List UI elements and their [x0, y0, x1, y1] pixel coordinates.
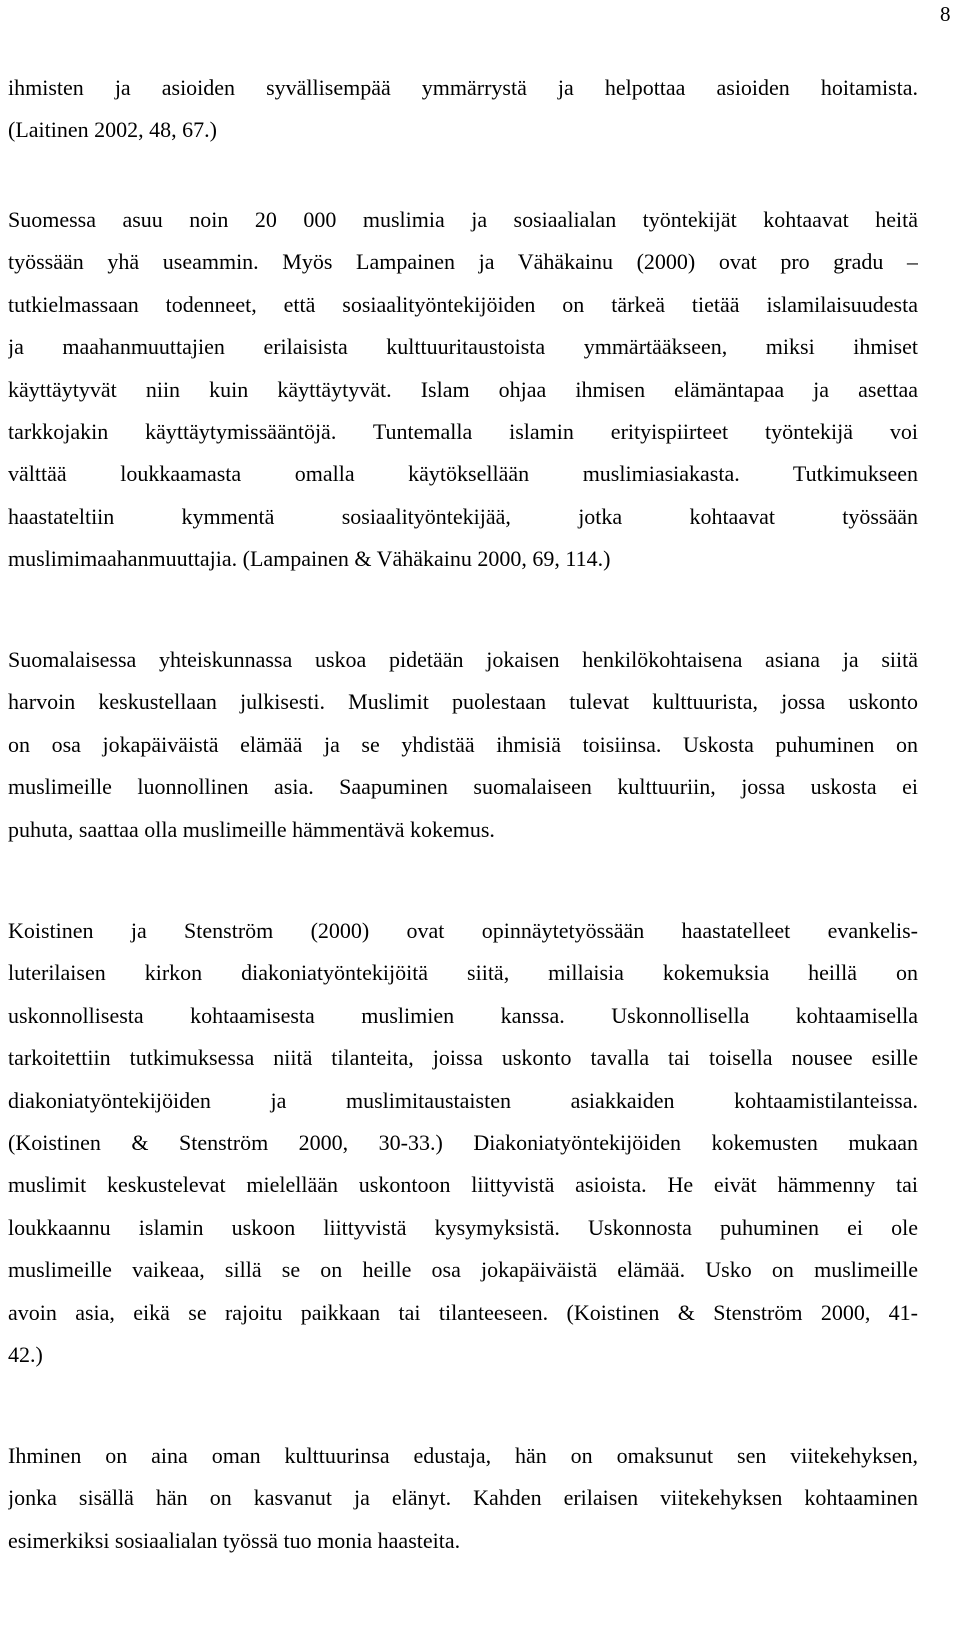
- paragraph-4: [8, 917, 918, 1383]
- paragraph-5: [8, 1442, 918, 1569]
- text-line: diakoniatyöntekijöiden ja muslimitaustaisten asiakkaiden kohtaamistilanteissa.: [8, 1087, 918, 1113]
- text-line: luterilaisen kirkon diakoniatyöntekijöitä siitä, millaisia kokemuksia heillä on: [8, 960, 918, 986]
- text-line: (Koistinen & Stenström 2000, 30-33.) Diakoniatyöntekijöiden kokemusten mukaan: [8, 1129, 918, 1155]
- text-line: esimerkiksi sosiaalialan työssä tuo monia haasteita.: [8, 1527, 461, 1553]
- text-line: muslimit keskustelevat mielellään uskontoon liittyvistä asioista. He eivät hämmenny tai: [8, 1172, 918, 1198]
- text-line: uskonnollisesta kohtaamisesta muslimien kanssa. Uskonnollisella kohtaamisella: [8, 1002, 918, 1028]
- text-line: harvoin keskustellaan julkisesti. Muslimit puolestaan tulevat kulttuurista, jossa uskonto: [8, 689, 918, 715]
- text-line: Suomessa asuu noin 20 000 muslimia ja sosiaalialan työntekijät kohtaavat heitä: [8, 207, 918, 232]
- text-line: (Laitinen 2002, 48, 67.): [8, 117, 217, 143]
- text-line: Suomalaisessa yhteiskunnassa uskoa pidetään jokaisen henkilökohtaisena asiana ja siitä: [8, 647, 918, 672]
- paragraph-2: [8, 206, 918, 588]
- text-line: Koistinen ja Stenström (2000) ovat opinnäytetyössään haastatelleet evankelis-: [8, 918, 918, 943]
- paragraph-3: [8, 646, 918, 858]
- text-line: muslimimaahanmuuttajia. (Lampainen & Vähäkainu 2000, 69, 114.): [8, 546, 611, 572]
- page-number: 8: [940, 2, 951, 26]
- text-line: tarkkojakin käyttäytymissääntöjä. Tuntemalla islamin erityispiirteet työntekijä voi: [8, 418, 918, 444]
- text-line: välttää loukkaamasta omalla käytöksellään muslimiasiakasta. Tutkimukseen: [8, 461, 918, 487]
- text-line: haastateltiin kymmentä sosiaalityöntekijää, jotka kohtaavat työssään: [8, 503, 918, 529]
- text-line: jonka sisällä hän on kasvanut ja elänyt. Kahden erilaisen viitekehyksen kohtaaminen: [8, 1485, 918, 1511]
- text-line: ihmisten ja asioiden syvällisempää ymmärrystä ja helpottaa asioiden hoitamista.: [8, 75, 918, 100]
- text-line: loukkaannu islamin uskoon liittyvistä kysymyksistä. Uskonnosta puhuminen ei ole: [8, 1214, 918, 1240]
- text-line: puhuta, saattaa olla muslimeille hämmentävä kokemus.: [8, 816, 495, 842]
- text-line: tutkielmassaan todenneet, että sosiaalityöntekijöiden on tärkeä tietää islamilaisuudesta: [8, 291, 918, 317]
- text-line: Ihminen on aina oman kulttuurinsa edustaja, hän on omaksunut sen viitekehyksen,: [8, 1443, 918, 1468]
- text-line: 42.): [8, 1341, 43, 1367]
- text-line: työssään yhä useammin. Myös Lampainen ja Vähäkainu (2000) ovat pro gradu –: [8, 249, 918, 275]
- text-line: avoin asia, eikä se rajoitu paikkaan tai tilanteeseen. (Koistinen & Stenström 2000, 41-: [8, 1299, 918, 1325]
- text-line: muslimeille luonnollinen asia. Saapuminen suomalaiseen kulttuuriin, jossa uskosta ei: [8, 774, 918, 800]
- paragraph-1: [8, 74, 918, 159]
- text-line: on osa jokapäiväistä elämää ja se yhdistää ihmisiä toisiinsa. Uskosta puhuminen on: [8, 731, 918, 757]
- text-line: muslimeille vaikeaa, sillä se on heille osa jokapäiväistä elämää. Usko on muslimeille: [8, 1257, 918, 1283]
- text-line: ja maahanmuuttajien erilaisista kulttuuritaustoista ymmärtääkseen, miksi ihmiset: [8, 334, 918, 360]
- text-line: käyttäytyvät niin kuin käyttäytyvät. Islam ohjaa ihmisen elämäntapaa ja asettaa: [8, 376, 918, 402]
- text-line: tarkoitettiin tutkimuksessa niitä tilanteita, joissa uskonto tavalla tai toisella nousee esille: [8, 1045, 918, 1071]
